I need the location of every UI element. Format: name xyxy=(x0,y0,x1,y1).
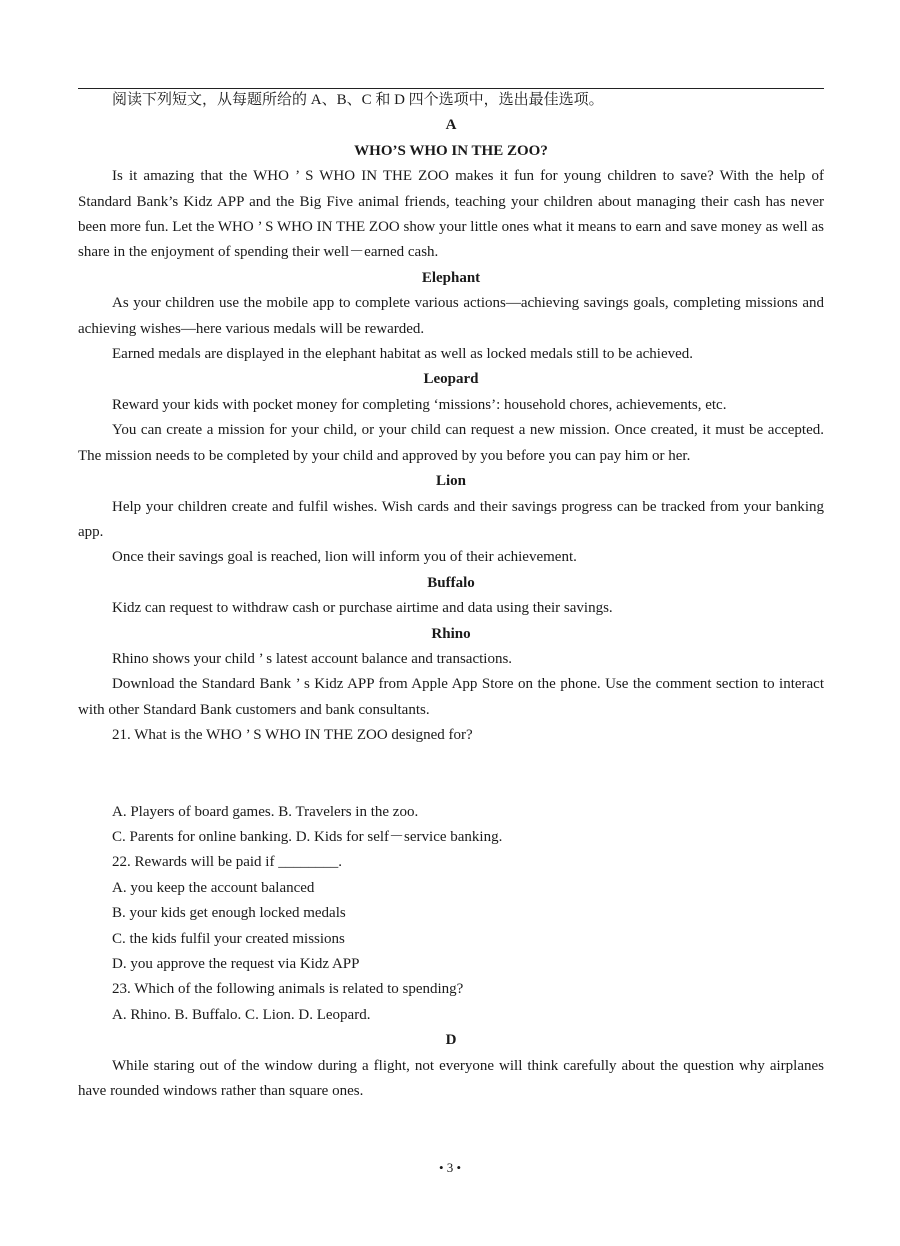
question-22-stem: 22. Rewards will be paid if ________. xyxy=(112,854,342,871)
passage-d-paragraph-1: While staring out of the window during a flight, not everyone will think carefully about the question why airplanes have rounded windows rather than square ones. xyxy=(78,1057,824,1100)
heading-lion: Lion xyxy=(435,473,466,490)
rhino-paragraph-2: Download the Standard Bank ’ s Kidz APP from Apple App Store on the phone. Use the comment section to interact with other Standard Bank customers and bank consultants. xyxy=(78,676,824,718)
lion-paragraph-2: Once their savings goal is reached, lion will inform you of their achievement. xyxy=(112,549,577,566)
heading-rhino: Rhino xyxy=(431,625,471,642)
heading-buffalo: Buffalo xyxy=(427,574,475,591)
question-21-options-cd: C. Parents for online banking. D. Kids for self－service banking. xyxy=(112,828,503,845)
question-21-options-ab: A. Players of board games. B. Travelers in the zoo. xyxy=(112,803,419,820)
question-21-stem: 21. What is the WHO ’ S WHO IN THE ZOO designed for? xyxy=(112,727,473,744)
question-22-option-d: D. you approve the request via Kidz APP xyxy=(112,956,360,972)
section-letter-d: D xyxy=(445,1032,457,1049)
section-letter-a: A xyxy=(445,117,457,134)
passage-intro: Is it amazing that the WHO ’ S WHO IN THE ZOO makes it fun for young children to save? With the help of Standard Bank’s Kidz APP and the Big Five animal friends, teaching your children about managing their cash has never been more fun. Let the WHO ’ S WHO IN THE ZOO show your little ones what it means to earn and save money as well as share in the enjoyment of spending their well－earned cash. xyxy=(78,168,824,261)
leopard-paragraph-2: You can create a mission for your child, or your child can request a new mission. Once created, it must be accepted. The mission needs to be completed by your child and approved by you before you can pay him or her. xyxy=(78,422,824,464)
lion-paragraph-1: Help your children create and fulfil wishes. Wish cards and their savings progress can be tracked from your banking app. xyxy=(78,498,824,540)
heading-leopard: Leopard xyxy=(423,371,479,388)
page-number: • 3 • xyxy=(438,1160,462,1175)
buffalo-paragraph-1: Kidz can request to withdraw cash or purchase airtime and data using their savings. xyxy=(112,600,613,617)
rhino-paragraph-1: Rhino shows your child ’ s latest account balance and transactions. xyxy=(112,650,513,667)
question-23-options: A. Rhino. B. Buffalo. C. Lion. D. Leopard. xyxy=(112,1006,371,1023)
leopard-paragraph-1: Reward your kids with pocket money for completing ‘missions’: household chores, achievements, etc. xyxy=(112,396,727,413)
page-content xyxy=(78,88,824,1104)
question-22-option-c: C. the kids fulfil your created missions xyxy=(112,930,345,947)
question-22-option-b: B. your kids get enough locked medals xyxy=(112,905,346,922)
passage-title: WHO’S WHO IN THE ZOO? xyxy=(354,142,548,159)
instruction: 阅读下列短文，从每题所给的 A、B、C 和 D 四个选项中，选出最佳选项。 xyxy=(112,92,604,108)
answer-space xyxy=(78,749,824,800)
heading-elephant: Elephant xyxy=(421,269,481,286)
elephant-paragraph-2: Earned medals are displayed in the elephant habitat as well as locked medals still to be achieved. xyxy=(112,346,694,363)
question-23-stem: 23. Which of the following animals is related to spending? xyxy=(112,981,464,998)
elephant-paragraph-1: As your children use the mobile app to complete various actions—achieving savings goals, completing missions and achieving wishes—here various medals will be rewarded. xyxy=(78,295,824,337)
question-22-option-a: A. you keep the account balanced xyxy=(112,879,315,896)
